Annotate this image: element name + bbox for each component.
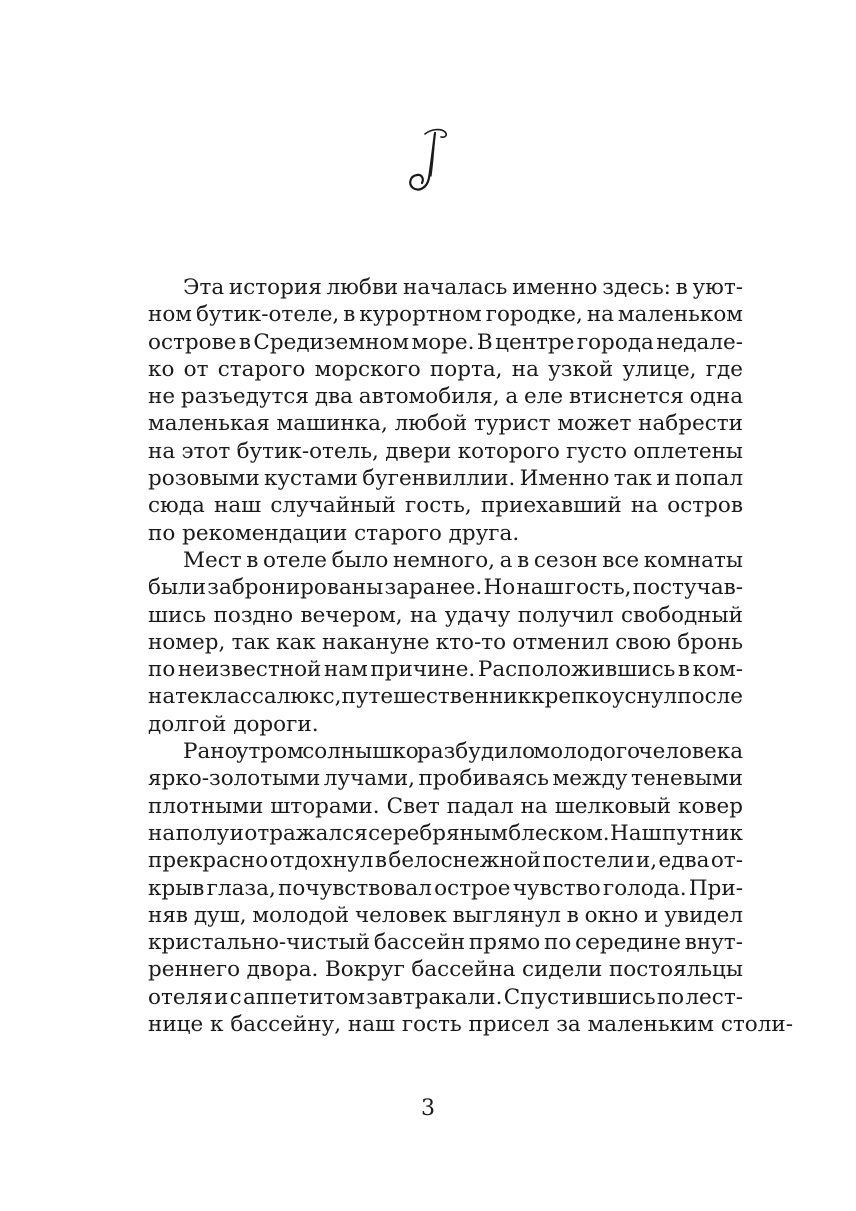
text-line: долгой дороги. [148,711,319,737]
text-line: по неизвестной нам причине. Расположившись в ком- [148,657,743,683]
text-line: номер, так как накануне кто-то отменил свою бронь [148,629,743,655]
text-line: по рекомендации старого друга. [148,520,520,546]
text-line: острове в Средиземном море. В центре города недале- [148,329,744,355]
text-line: Рано утром солнышко разбудило молодого человека [183,739,744,765]
text-line: няв душ, молодой человек выглянул в окно и увидел [148,902,744,928]
text-line: отеля и с аппетитом завтракали. Спустившись по лест- [148,984,743,1010]
text-line: ном бутик-отеле, в курортном городке, на маленьком [148,302,743,328]
text-line: на этот бутик-отель, двери которого густо оплетены [148,438,744,464]
text-line: маленькая машинка, любой турист может набрести [148,411,744,437]
text-line: ко от старого морского порта, на узкой улице, где [148,356,743,382]
chapter-numeral [0,128,856,198]
text-line: на полу и отражался серебряным блеском. Наш путник [148,820,743,846]
text-line: ярко-золотыми лучами, пробиваясь между теневыми [148,766,743,792]
text-line: сюда наш случайный гость, приехавший на остров [148,493,743,519]
text-line: шись поздно вечером, на удачу получил свободный [148,602,744,628]
text-line: розовыми кустами бугенвиллии. Именно так и попал [148,466,744,492]
paragraph [148,547,743,738]
text-line: Эта история любви началась именно здесь: в уют- [183,275,744,300]
text-line: плотными шторами. Свет падал на шелковый ковер [148,793,743,819]
paragraph [148,738,793,1038]
body-text [148,274,793,1038]
chapter-numeral-glyph [405,128,451,194]
paragraph [148,274,743,547]
text-line: Мест в отеле было немного, а в сезон все комнаты [183,547,743,573]
text-line: нице к бассейну, наш гость присел за маленьким столи- [148,1012,793,1038]
text-line: кристально-чистый бассейн прямо по середине внут- [148,930,743,956]
text-line: реннего двора. Вокруг бассейна сидели постояльцы [148,957,743,983]
text-line: были забронированы заранее. Но наш гость, постучав- [148,575,744,601]
page-number: 3 [421,1096,435,1121]
text-line: крыв глаза, почувствовал острое чувство голода. При- [148,875,743,901]
text-line: не разъедутся два автомобиля, а еле втиснется одна [148,384,744,410]
text-line: нате класса люкс, путешественник крепко уснул после [148,684,743,710]
text-line: прекрасно отдохнул в белоснежной постели и, едва от- [148,848,743,874]
